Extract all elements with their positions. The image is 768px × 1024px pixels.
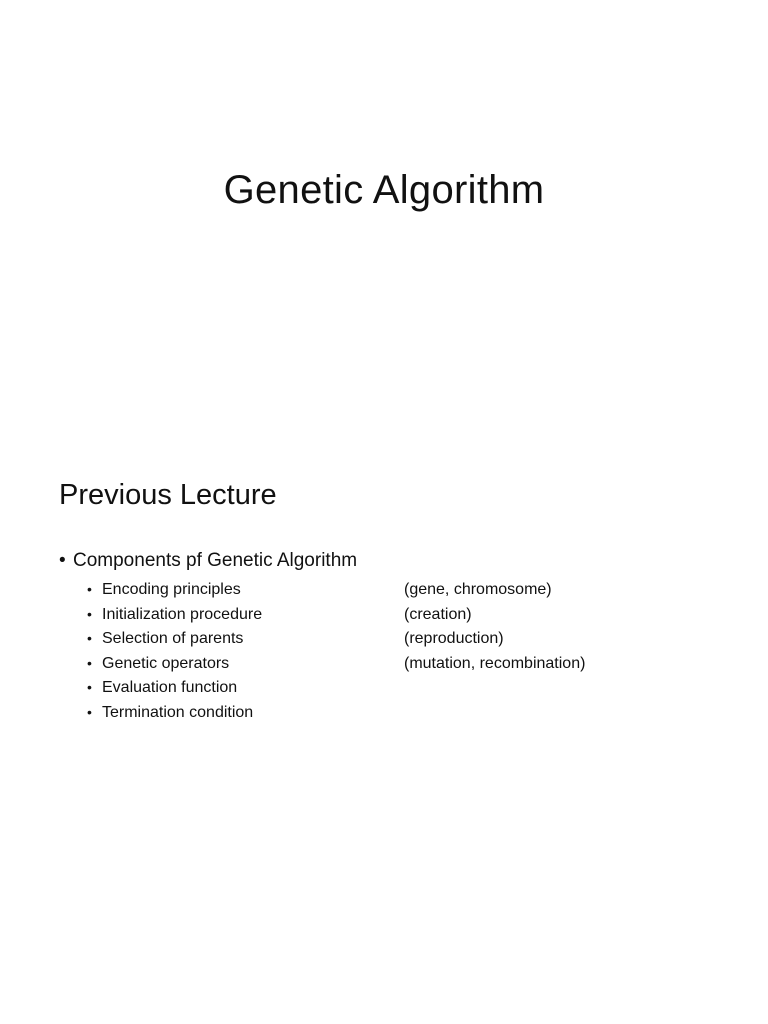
list-item	[87, 651, 727, 676]
list-item	[87, 577, 727, 602]
list-item	[87, 602, 727, 627]
bullet-marker: •	[87, 605, 92, 622]
list-item-label: Encoding principles	[102, 581, 241, 598]
list-item-note: (mutation, recombination)	[404, 654, 586, 672]
list-item-note: (gene, chromosome)	[404, 581, 552, 598]
section-heading: Previous Lecture	[59, 479, 277, 511]
bullet-marker: •	[87, 679, 92, 696]
list-item-note: (reproduction)	[404, 630, 504, 648]
list-item	[87, 675, 727, 700]
list-item-label: Evaluation function	[102, 679, 238, 697]
list-item-label: Genetic operators	[102, 654, 230, 672]
top-bullet-text: Components pf Genetic Algorithm	[73, 550, 358, 571]
list-item	[87, 700, 727, 725]
bullet-marker: •	[87, 703, 92, 720]
slide-title: Genetic Algorithm	[223, 168, 545, 212]
list-item	[87, 626, 727, 651]
list-item-note: (creation)	[404, 605, 472, 623]
bullet-marker: •	[87, 630, 92, 647]
bullet-marker: •	[59, 550, 66, 571]
list-item-label: Selection of parents	[102, 630, 244, 648]
list-item-label: Initialization procedure	[102, 605, 263, 623]
list-item-label: Termination condition	[102, 703, 254, 721]
bullet-marker: •	[87, 581, 92, 597]
top-bullet	[59, 548, 357, 574]
component-list	[87, 577, 727, 725]
bullet-marker: •	[87, 654, 92, 671]
